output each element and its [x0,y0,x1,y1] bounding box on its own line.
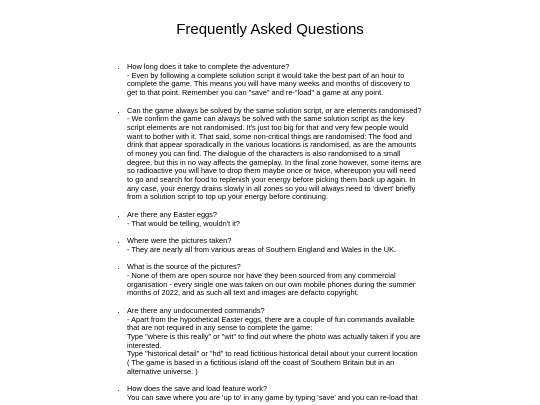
faq-item [127,63,432,98]
faq-answer-line: drink that appear sporadically in the various locations is randomised, as are the amounts [127,140,417,150]
faq-question: • Where were the pictures taken? [127,236,232,246]
faq-answer-line: - Apart from the hypothetical Easter eggs, there are a couple of fun commands available [127,314,415,324]
faq-answer-line: Type "historical detail" or "hd" to read fictitious historical detail about your current location [127,349,418,359]
faq-answer-line: ( The game is based in a fictitious island off the coast of Southern Britain but in an [127,358,395,368]
faq-answer-line: to go and search for food to replenish your energy before picking them back up again. In [127,174,416,184]
faq-item [127,385,432,402]
faq-answer-line: that are not required in any sense to complete the game: [127,323,313,333]
faq-item [127,107,432,202]
faq-question: • What is the source of the pictures? [127,262,241,272]
faq-item [127,211,432,228]
faq-answer-line: - Even by following a complete solution script it would take the best part of an hour to [127,70,405,80]
faq-answer-line: You can save where you are 'up to' in any game by typing 'save' and you can re-load that [127,393,418,402]
faq-question: • Are there any Easter eggs? [127,209,217,219]
faq-answer-line: - None of them are open source nor have they been sourced from any commercial [127,271,396,281]
faq-item [127,237,432,254]
faq-list [0,63,432,403]
faq-answer-line: - That would be telling, wouldn't it? [127,218,241,228]
faq-answer-line: complete the game. This means you will have many weeks and months of discovery to [127,79,410,89]
faq-answer-line: - They are nearly all from various areas of Southern England and Wales in the UK. [127,244,397,254]
faq-answer-line: any case, your energy drains slowly in all zones so you will always need to 'divert' briefly [127,183,416,193]
faq-item [127,307,432,376]
faq-answer-line: want to bother with it. That said, some non-critical things are randomised: The food and [127,131,412,141]
faq-answer-line: so radioactive you will have to drop them maybe once or twice, whereupon you will need [127,166,416,176]
faq-answer-line: degree, but this in no way affects the gameplay. In the final zone however, some items are [127,157,422,167]
faq-answer-line: get to that point. Remember you can "save" and re-"load" a game at any point. [127,87,384,97]
faq-answer-line: alternative universe. ) [127,366,198,376]
faq-question: • How long does it take to complete the adventure? [127,62,290,71]
faq-answer-line: months of 2022, and as such all text and images are defacto copyright. [127,288,359,298]
faq-answer-line: - We confirm the game can always be solved with the same solution script as the key [127,114,405,124]
faq-item [127,263,432,298]
faq-answer-line: organisation - every single one was taken on our own mobile phones during the summer [127,279,416,289]
faq-answer-line: interested. [127,340,162,350]
faq-answer-line: script elements are not randomised. It's just too big for that and very few people would [127,122,409,132]
faq-question: • How does the save and load feature work? [127,384,268,394]
faq-answer-line: from a solution script to top up your energy before continuing. [127,192,328,202]
faq-answer-line: of money you can find. The dialogue of the characters is also randomised to a small [127,148,401,158]
faq-question: • Can the game always be solved by the same solution script, or are elements randomised? [127,105,422,115]
faq-question: • Are there any undocumented commands? [127,306,265,316]
faq-answer-line: Type "where is this really" or "wit" to find out where the photo was actually taken if you are [127,332,421,342]
page-title: Frequently Asked Questions [176,21,364,38]
